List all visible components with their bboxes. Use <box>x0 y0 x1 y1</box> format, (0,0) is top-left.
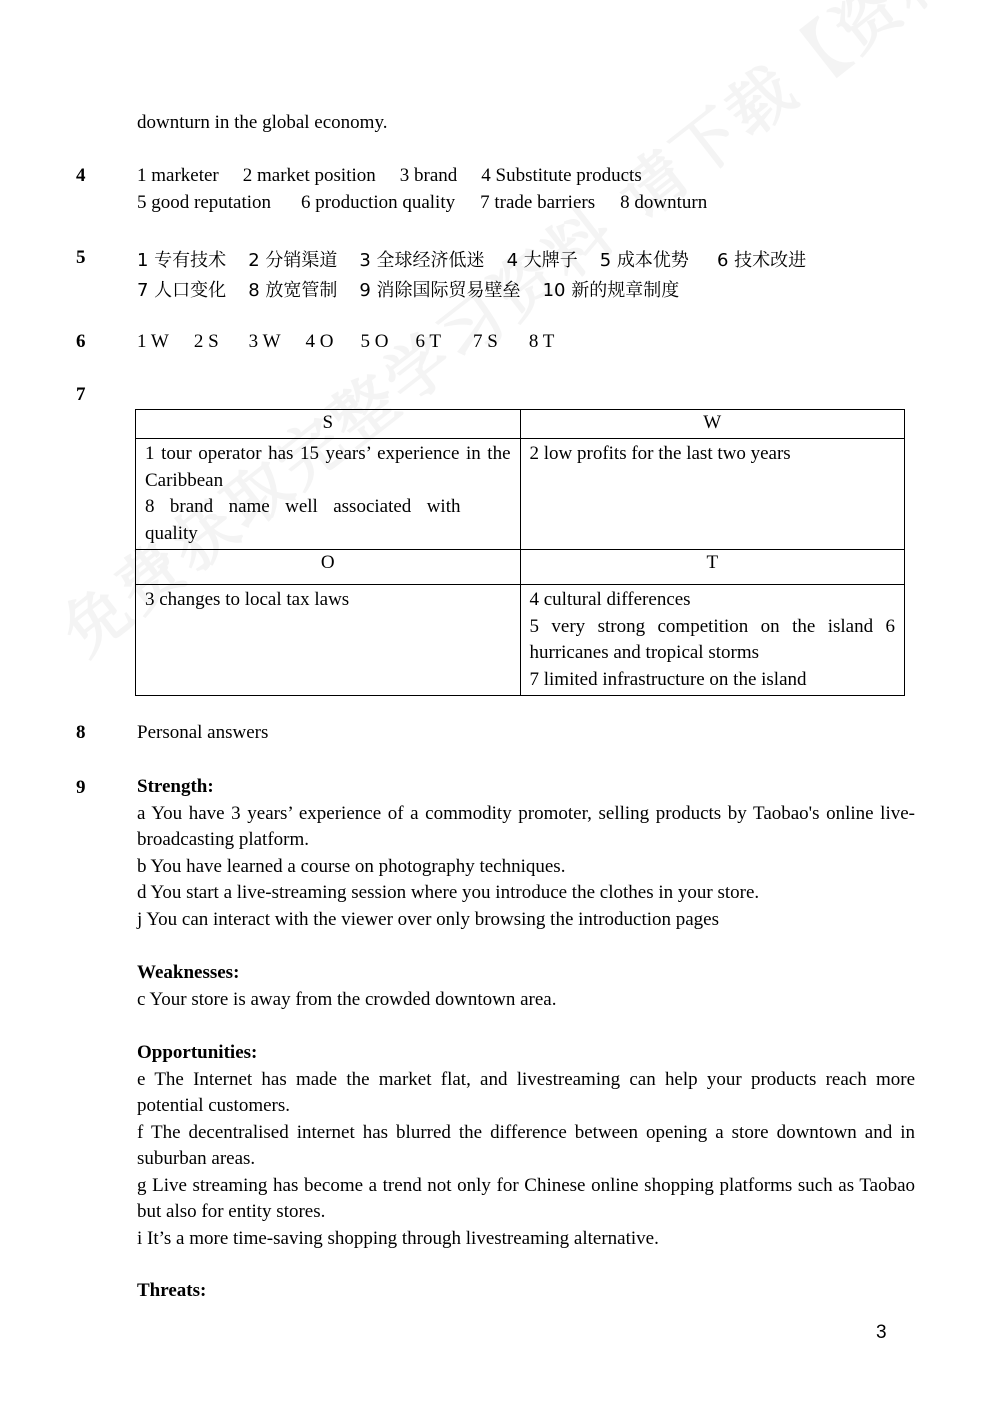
q5-item: 4 大牌子 <box>506 250 578 271</box>
intro-line: downturn in the global economy. <box>137 112 388 133</box>
q4-row-1 <box>137 165 642 187</box>
strength-item: a You have 3 years’ experience of a commodity promoter, selling products by Taobao's online live-broadcasting platform. <box>137 802 915 850</box>
q6-item: 6 T <box>415 331 441 352</box>
section-heading-strength: Strength: <box>137 776 214 797</box>
swot-table <box>135 409 905 696</box>
q4-item: 3 brand <box>399 165 458 186</box>
q5-item: 1 专有技术 <box>137 250 227 271</box>
question-number-6: 6 <box>76 331 86 352</box>
q5-item: 6 技术改进 <box>716 250 807 271</box>
q5-item: 9 消除国际贸易壁垒 <box>359 280 521 301</box>
q4-item: 7 trade barriers <box>480 192 596 213</box>
q8-answer: Personal answers <box>137 722 269 743</box>
swot-header-w: W <box>520 410 905 439</box>
swot-cell-threats <box>520 585 905 696</box>
swot-cell-line: 7 limited infrastructure on the island <box>529 668 807 690</box>
q9-strength-section <box>137 774 915 933</box>
opportunity-item: e The Internet has made the market flat, and livestreaming can help your products reach more potential customers. <box>137 1068 915 1116</box>
q6-item: 4 O <box>305 331 334 352</box>
q6-item: 1 W <box>137 331 169 352</box>
q5-item: 5 成本优势 <box>599 250 689 271</box>
opportunity-item: i It’s a more time-saving shopping through livestreaming alternative. <box>137 1227 659 1249</box>
q6-item: 5 O <box>360 331 389 352</box>
q6-item: 7 S <box>473 331 498 352</box>
strength-item: b You have learned a course on photography techniques. <box>137 855 566 877</box>
strength-item: j You can interact with the viewer over only browsing the introduction pages <box>137 908 720 930</box>
section-heading-opportunities: Opportunities: <box>137 1042 258 1063</box>
q5-row-1 <box>137 246 806 272</box>
q4-item: 4 Substitute products <box>481 165 642 186</box>
swot-cell-line: 8 brand name well associated with quality <box>145 496 461 544</box>
swot-cell-line: 1 tour operator has 15 years’ experience in the Caribbean <box>145 443 511 491</box>
q5-item: 7 人口变化 <box>137 280 227 301</box>
q9-weaknesses-section <box>137 960 915 1013</box>
weakness-item: c Your store is away from the crowded downtown area. <box>137 988 557 1010</box>
swot-cell-strengths <box>136 439 521 550</box>
opportunity-item: f The decentralised internet has blurred the difference between opening a store downtown and in suburban areas. <box>137 1121 915 1169</box>
swot-header-s: S <box>136 410 521 439</box>
swot-header-o: O <box>136 550 521 585</box>
q4-item: 5 good reputation <box>137 192 272 213</box>
swot-cell-opportunities <box>136 585 521 696</box>
q4-item: 1 marketer <box>137 165 219 186</box>
q9-threats-section <box>137 1278 915 1305</box>
strength-item: d You start a live-streaming session where you introduce the clothes in your store. <box>137 882 760 903</box>
q5-row-2 <box>137 276 679 302</box>
question-number-8: 8 <box>76 722 86 743</box>
question-number-5: 5 <box>76 247 86 268</box>
q4-row-2 <box>137 192 707 214</box>
opportunity-item: g Live streaming has become a trend not only for Chinese online shopping platforms such as Taobao but also for entity stores. <box>137 1174 915 1222</box>
question-number-7: 7 <box>76 384 86 405</box>
swot-cell-line: 5 very strong competition on the island 6 hurricanes and tropical storms <box>529 615 895 663</box>
question-number-4: 4 <box>76 165 86 186</box>
q6-row <box>137 331 554 353</box>
question-number-9: 9 <box>76 777 86 798</box>
q5-item: 3 全球经济低迷 <box>359 250 485 271</box>
swot-cell-line: 4 cultural differences <box>529 589 691 610</box>
q6-item: 2 S <box>193 331 219 352</box>
swot-cell-line: 2 low profits for the last two years <box>529 443 791 464</box>
section-heading-threats: Threats: <box>137 1280 207 1301</box>
q6-item: 8 T <box>528 331 555 352</box>
page-number: 3 <box>876 1322 887 1343</box>
q4-item: 8 downturn <box>620 192 708 213</box>
q5-item: 10 新的规章制度 <box>542 280 680 301</box>
swot-header-t: T <box>520 550 905 585</box>
q4-item: 6 production quality <box>301 192 456 213</box>
q5-item: 8 放宽管制 <box>248 280 338 301</box>
swot-cell-line: 3 changes to local tax laws <box>145 589 350 610</box>
q9-opportunities-section <box>137 1040 915 1252</box>
q5-item: 2 分销渠道 <box>248 250 338 271</box>
q4-item: 2 market position <box>242 165 376 186</box>
section-heading-weaknesses: Weaknesses: <box>137 962 240 983</box>
swot-cell-weaknesses <box>520 439 905 550</box>
q6-item: 3 W <box>248 331 281 352</box>
